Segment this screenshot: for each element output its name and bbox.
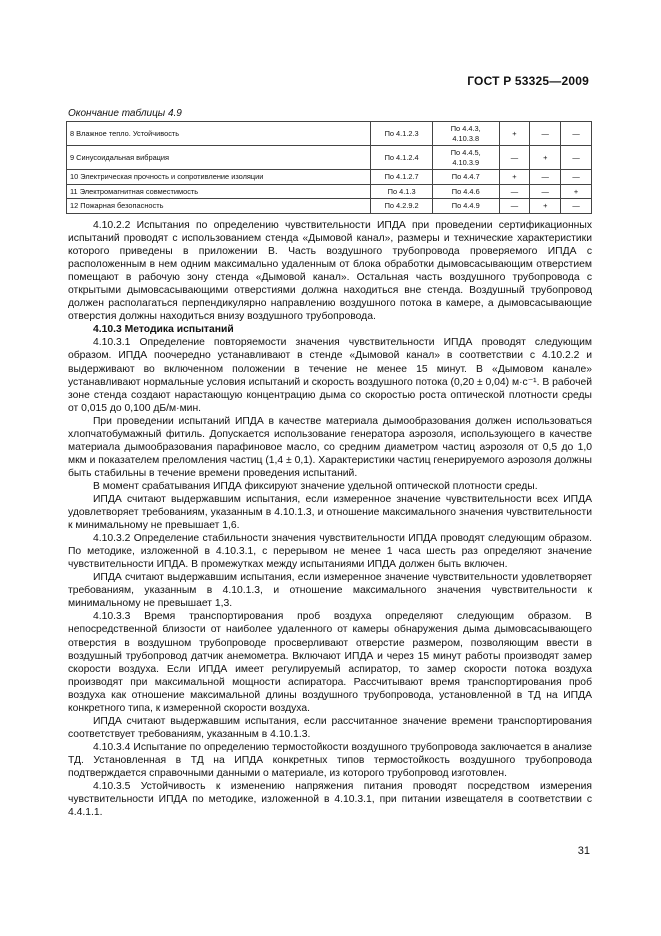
paragraph: ИПДА считают выдержавшим испытания, если измеренное значение чувствительности удовлетворяет требованиям, указанным в 4.10.1.3, и отношение максимального значения чувствительности к минимальному не превышает 1,3.: [68, 572, 592, 610]
table-cell-name: 11 Электромагнитная совместимость: [67, 184, 371, 199]
table-cell-m1: —: [499, 146, 530, 170]
table-cell-ref2: По 4.4.7: [432, 170, 499, 185]
table-cell-ref2: По 4.4.5, 4.10.3.9: [432, 146, 499, 170]
paragraph: При проведении испытаний ИПДА в качестве материала дымообразования должен использоваться хлопчатобумажный фитиль. Допускается использование генератора аэрозоля, использующего в качестве материала дымообразования парафиновое масло, со средним диаметром частиц аэрозоля от 0,5 до 1,0 мкм и показателем преломления частиц (1,4 ± 0,1). Характеристики частиц генерируемого аэрозоля должны быть стабильны в течение времени проведения испытаний.: [68, 415, 592, 479]
table-cell-m3: —: [561, 170, 592, 185]
table-cell-ref1: По 4.1.2.7: [371, 170, 433, 185]
table-cell-name: 8 Влажное тепло. Устойчивость: [67, 122, 371, 146]
table-cell-m2: —: [530, 122, 561, 146]
table-cell-m3: —: [561, 146, 592, 170]
table-row: [67, 184, 592, 199]
paragraph: 4.10.3.1 Определение повторяемости значения чувствительности ИПДА проводят следующим образом. ИПДА поочередно устанавливают в стенде «Дымовой канал» в соответствии с 4.10.2.2 и выдерживают во включенном положении в течение не менее 15 минут. В «Дымовом канале» устанавливают нормальные условия испытаний и скорость воздушного потока (0,20 ± 0,04) м·с⁻¹. В рабочей зоне стенда создают нарастающую концентрацию дыма со скоростью роста оптической плотности среды от 0,015 до 0,100 дБ/м·мин.: [68, 337, 592, 414]
table-cell-m1: —: [499, 184, 530, 199]
table-cell-m3: —: [561, 122, 592, 146]
page-number: 31: [577, 845, 590, 857]
table-cell-ref1: По 4.2.9.2: [371, 199, 433, 214]
table-row: [67, 170, 592, 185]
table-cell-ref2: По 4.4.9: [432, 199, 499, 214]
table-cell-m2: +: [530, 199, 561, 214]
paragraph: 4.10.3.4 Испытание по определению термостойкости воздушного трубопровода заключается в анализе ТД. Установленная в ТД на ИПДА конкретных типов термостойкость воздушного трубопровода подтверждается справочными данными о материале, из которого трубопровод изготовлен.: [68, 741, 592, 779]
table-cell-ref2: По 4.4.3, 4.10.3.8: [432, 122, 499, 146]
paragraph: ИПДА считают выдержавшим испытания, если измеренное значение чувствительности всех ИПДА удовлетворяет требованиям, указанным в 4.10.1.3, и отношение максимального значения чувствительности к минимальному не превышает 1,6.: [68, 493, 592, 532]
table-cell-m2: +: [530, 146, 561, 170]
table-cell-ref1: По 4.1.2.3: [371, 122, 433, 146]
table-cell-ref2: По 4.4.6: [432, 184, 499, 199]
table-cell-ref1: По 4.1.2.4: [371, 146, 433, 170]
table-caption: Окончание таблицы 4.9: [68, 108, 182, 119]
table-row: [67, 122, 592, 146]
table-cell-m2: —: [530, 184, 561, 199]
table-cell-m1: +: [499, 122, 530, 146]
table-cell-m3: —: [561, 199, 592, 214]
paragraph: 4.10.2.2 Испытания по определению чувствительности ИПДА при проведении сертификационных испытаний проводят с использованием стенда «Дымовой канал», размеры и технические характеристики которого приведены в приложении В. Часть воздушного трубопровода проверяемого ИПДА с расположенным в нем одним максимально удаленным от блока обработки дымовсасывающим отверстием помещают в рабочую зону стенда «Дымовой канал». Остальная часть воздушного трубопровода с открытыми дымовсасывающими отверстиями должна находиться вне стенда. Воздушный трубопровод должен располагаться перпендикулярно направлению воздушного потока в камере, а дымовсасывающие отверстия должны находиться внизу воздушного трубопровода.: [68, 220, 592, 323]
paragraph: 4.10.3.5 Устойчивость к изменению напряжения питания проводят посредством измерения чувствительности ИПДА по методике, изложенной в 4.10.3.1, при питании извещателя в соответствии с 4.4.1.1.: [68, 781, 592, 819]
table-cell-name: 9 Синусоидальная вибрация: [67, 146, 371, 170]
section-heading: 4.10.3 Методика испытаний: [93, 324, 234, 336]
table-cell-name: 12 Пожарная безопасность: [67, 199, 371, 214]
test-methods-table: [66, 121, 592, 214]
table-cell-m1: +: [499, 170, 530, 185]
paragraph: В момент срабатывания ИПДА фиксируют значение удельной оптической плотности среды.: [93, 480, 538, 492]
table-row: [67, 146, 592, 170]
table-row: [67, 199, 592, 214]
table-cell-ref1: По 4.1.3: [371, 184, 433, 199]
table-cell-m2: —: [530, 170, 561, 185]
table-cell-name: 10 Электрическая прочность и сопротивление изоляции: [67, 170, 371, 185]
table-cell-m1: —: [499, 199, 530, 214]
paragraph: ИПДА считают выдержавшим испытания, если рассчитанное значение времени транспортирования соответствует требованиям, указанным в 4.10.1.3.: [68, 715, 592, 740]
document-body: [68, 219, 592, 819]
paragraph: 4.10.3.3 Время транспортирования проб воздуха определяют следующим образом. В непосредственной близости от наиболее удаленного от камеры обнаружения дыма дымовсасывающего отверстия в воздушном трубопроводе просверливают отверстие размером, позволяющим ввести в воздушный трубопровод датчик анемометра. Включают ИПДА и через 15 минут работы производят замер скорости воздуха. Если ИПДА имеет регулируемый аспиратор, то замер скорости потока воздуха производят при максимальной мощности аспиратора. Рассчитывают время транспортирования проб воздуха как отношение максимальной длины воздушного трубопровода, установленной в ТД на ИПДА конкретного типа, к измеренной скорости воздуха.: [68, 611, 592, 714]
paragraph: 4.10.3.2 Определение стабильности значения чувствительности ИПДА проводят следующим образом. По методике, изложенной в 4.10.3.1, с перерывом не менее 1 часа шесть раз определяют значение чувствительности ИПДА. В промежутках между испытаниями ИПДА должен быть включен.: [68, 533, 592, 571]
document-header: ГОСТ Р 53325—2009: [467, 74, 589, 88]
table-cell-m3: +: [561, 184, 592, 199]
